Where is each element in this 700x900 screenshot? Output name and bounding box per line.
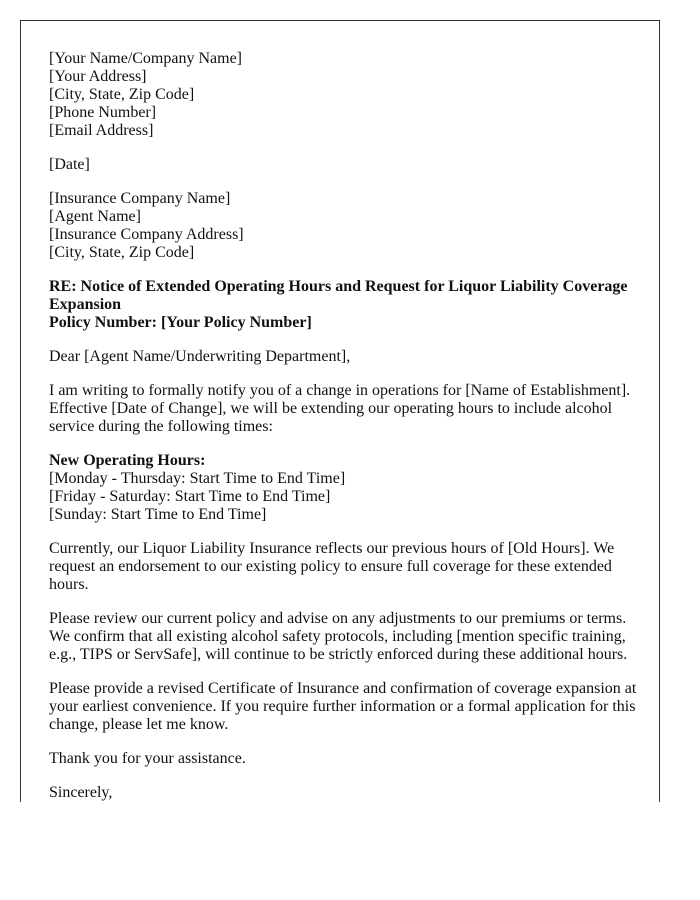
recipient-block [49, 190, 639, 262]
recipient-address: [Insurance Company Address] [49, 226, 244, 243]
subject-block [49, 278, 639, 332]
hours-item: [Monday - Thursday: Start Time to End Time] [49, 470, 346, 487]
subject-re-line-1: RE: Notice of Extended Operating Hours and Request for Liquor Liability Coverage [49, 278, 628, 295]
sender-block [49, 50, 639, 140]
letter-page [20, 20, 660, 802]
recipient-company: [Insurance Company Name] [49, 190, 231, 207]
thanks-line: Thank you for your assistance. [49, 750, 246, 767]
paragraph-notification: I am writing to formally notify you of a change in operations for [Name of Establishment]. Effective [Date of Change], we will be extending our operating hours to include alcohol service during the following times: [49, 382, 631, 435]
closing-line: Sincerely, [49, 784, 113, 801]
subject-re-line-2: Expansion [49, 296, 122, 313]
sender-address: [Your Address] [49, 68, 147, 85]
recipient-city-state-zip: [City, State, Zip Code] [49, 244, 195, 261]
hours-heading: New Operating Hours: [49, 452, 206, 469]
policy-number: Policy Number: [Your Policy Number] [49, 314, 312, 331]
recipient-agent: [Agent Name] [49, 208, 141, 225]
sender-name: [Your Name/Company Name] [49, 50, 243, 67]
hours-item: [Friday - Saturday: Start Time to End Time] [49, 488, 331, 505]
paragraph-review-request: Please review our current policy and advise on any adjustments to our premiums or terms. We confirm that all existing alcohol safety protocols, including [mention specific training, e.g., TIPS or ServSafe], will continue to be strictly enforced during these additional hours. [49, 610, 628, 663]
hours-item: [Sunday: Start Time to End Time] [49, 506, 267, 523]
letter-date: [Date] [49, 156, 90, 173]
hours-block [49, 452, 639, 524]
sender-phone: [Phone Number] [49, 104, 157, 121]
paragraph-current-coverage: Currently, our Liquor Liability Insurance reflects our previous hours of [Old Hours]. We request an endorsement to our existing policy to ensure full coverage for these extended hours. [49, 540, 615, 593]
date-block [49, 156, 639, 174]
sender-email: [Email Address] [49, 122, 154, 139]
paragraph-certificate-request: Please provide a revised Certificate of Insurance and confirmation of coverage expansion at your earliest convenience. If you require further information or a formal application for this change, please let me know. [49, 680, 637, 733]
salutation: Dear [Agent Name/Underwriting Department], [49, 348, 351, 365]
sender-city-state-zip: [City, State, Zip Code] [49, 86, 195, 103]
letter-content [49, 50, 639, 802]
